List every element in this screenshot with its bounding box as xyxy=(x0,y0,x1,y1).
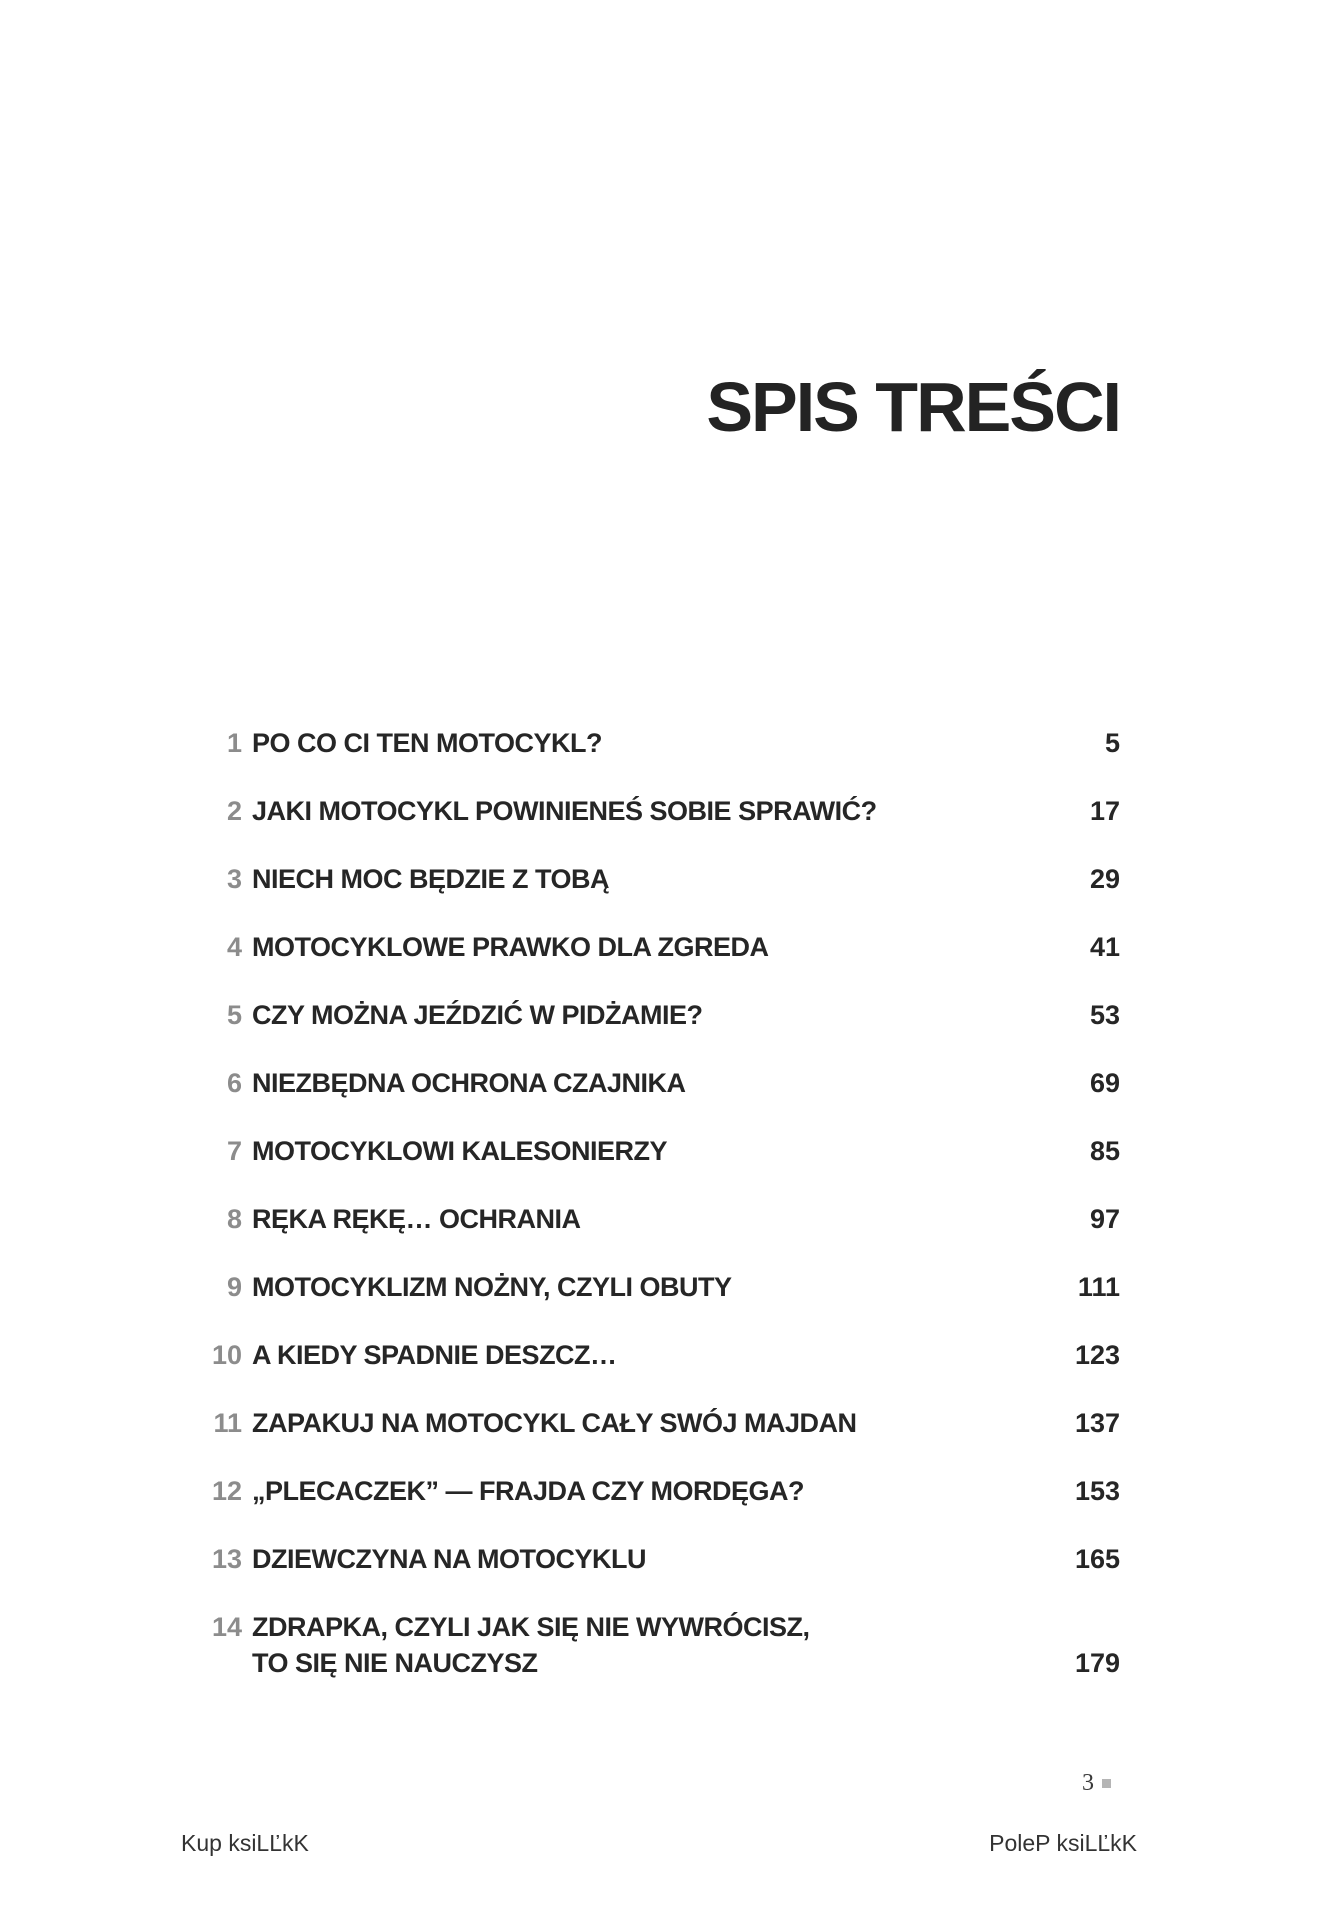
chapter-title xyxy=(252,1405,992,1441)
chapter-page-number: 123 xyxy=(1074,1340,1120,1370)
chapter-page-number: 111 xyxy=(1077,1272,1120,1302)
footer-left-link[interactable]: Kup ksiLĽkK xyxy=(181,1830,309,1856)
toc-entry[interactable] xyxy=(192,1473,1120,1541)
chapter-page-number: 69 xyxy=(1089,1068,1120,1098)
chapter-title-line: „PLECACZEK” — FRAJDA CZY MORDĘGA? xyxy=(252,1476,805,1506)
chapter-title-line: RĘKA RĘKĘ… OCHRANIA xyxy=(252,1204,581,1234)
chapter-number: 4 xyxy=(226,932,242,962)
chapter-page-number: 153 xyxy=(1074,1476,1120,1506)
chapter-title xyxy=(252,1541,992,1577)
toc-entry[interactable] xyxy=(192,929,1120,997)
toc-entry[interactable] xyxy=(192,1337,1120,1405)
chapter-page-number: 179 xyxy=(1074,1648,1120,1678)
toc-entry[interactable] xyxy=(192,725,1120,793)
chapter-title-line: PO CO CI TEN MOTOCYKL? xyxy=(252,728,603,758)
chapter-page-number: 41 xyxy=(1089,932,1120,962)
toc-entry[interactable] xyxy=(192,1269,1120,1337)
chapter-number: 9 xyxy=(226,1272,242,1302)
chapter-title-line: A KIEDY SPADNIE DESZCZ… xyxy=(252,1340,617,1370)
chapter-title-line: ZDRAPKA, CZYLI JAK SIĘ NIE WYWRÓCISZ, xyxy=(252,1612,810,1642)
chapter-title-line: MOTOCYKLOWE PRAWKO DLA ZGREDA xyxy=(252,932,769,962)
toc-entry[interactable] xyxy=(192,861,1120,929)
chapter-number: 2 xyxy=(226,796,242,826)
chapter-title-line: TO SIĘ NIE NAUCZYSZ xyxy=(252,1648,538,1678)
chapter-page-number: 5 xyxy=(1104,728,1120,758)
chapter-title xyxy=(252,1133,992,1169)
toc-entry[interactable] xyxy=(192,1609,1120,1713)
chapter-title xyxy=(252,725,992,761)
chapter-number: 13 xyxy=(211,1544,242,1574)
chapter-title xyxy=(252,861,992,897)
chapter-title xyxy=(252,1609,992,1681)
chapter-title xyxy=(252,997,992,1033)
chapter-page-number: 85 xyxy=(1089,1136,1120,1166)
footer-right-link[interactable]: PoleP ksiLĽkK xyxy=(989,1830,1137,1856)
chapter-title-line: CZY MOŻNA JEŹDZIĆ W PIDŻAMIE? xyxy=(252,1000,703,1030)
chapter-title xyxy=(252,1337,992,1373)
chapter-title-line: JAKI MOTOCYKL POWINIENEŚ SOBIE SPRAWIĆ? xyxy=(252,796,877,826)
chapter-number: 6 xyxy=(226,1068,242,1098)
folio-number: 3 xyxy=(1082,1770,1094,1796)
chapter-title-line: MOTOCYKLOWI KALESONIERZY xyxy=(252,1136,668,1166)
chapter-number: 11 xyxy=(213,1408,242,1438)
toc-entry[interactable] xyxy=(192,1065,1120,1133)
chapter-number: 14 xyxy=(211,1612,242,1642)
chapter-title xyxy=(252,929,992,965)
chapter-title-line: NIECH MOC BĘDZIE Z TOBĄ xyxy=(252,864,610,894)
toc-entry[interactable] xyxy=(192,1405,1120,1473)
chapter-number: 8 xyxy=(226,1204,242,1234)
chapter-title-line: MOTOCYKLIZM NOŻNY, CZYLI OBUTY xyxy=(252,1272,732,1302)
page-title: SPIS TREŚCI xyxy=(706,368,1120,446)
toc-entry[interactable] xyxy=(192,1133,1120,1201)
chapter-number: 1 xyxy=(226,728,242,758)
folio-square-icon xyxy=(1102,1779,1111,1788)
chapter-page-number: 29 xyxy=(1089,864,1120,894)
chapter-page-number: 17 xyxy=(1089,796,1120,826)
chapter-title xyxy=(252,793,992,829)
chapter-title xyxy=(252,1473,992,1509)
table-of-contents xyxy=(192,725,1120,1713)
toc-entry[interactable] xyxy=(192,997,1120,1065)
chapter-number: 12 xyxy=(211,1476,242,1506)
page-folio xyxy=(1082,1768,1111,1798)
chapter-number: 3 xyxy=(226,864,242,894)
chapter-page-number: 53 xyxy=(1089,1000,1120,1030)
chapter-page-number: 137 xyxy=(1074,1408,1120,1438)
toc-entry[interactable] xyxy=(192,1541,1120,1609)
chapter-title xyxy=(252,1269,992,1305)
chapter-number: 5 xyxy=(226,1000,242,1030)
chapter-page-number: 97 xyxy=(1089,1204,1120,1234)
chapter-title xyxy=(252,1201,992,1237)
chapter-title-line: DZIEWCZYNA NA MOTOCYKLU xyxy=(252,1544,646,1574)
chapter-title-line: ZAPAKUJ NA MOTOCYKL CAŁY SWÓJ MAJDAN xyxy=(252,1408,857,1438)
chapter-title xyxy=(252,1065,992,1101)
chapter-number: 7 xyxy=(226,1136,242,1166)
chapter-title-line: NIEZBĘDNA OCHRONA CZAJNIKA xyxy=(252,1068,686,1098)
chapter-page-number: 165 xyxy=(1074,1544,1120,1574)
chapter-number: 10 xyxy=(211,1340,242,1370)
toc-entry[interactable] xyxy=(192,1201,1120,1269)
toc-entry[interactable] xyxy=(192,793,1120,861)
